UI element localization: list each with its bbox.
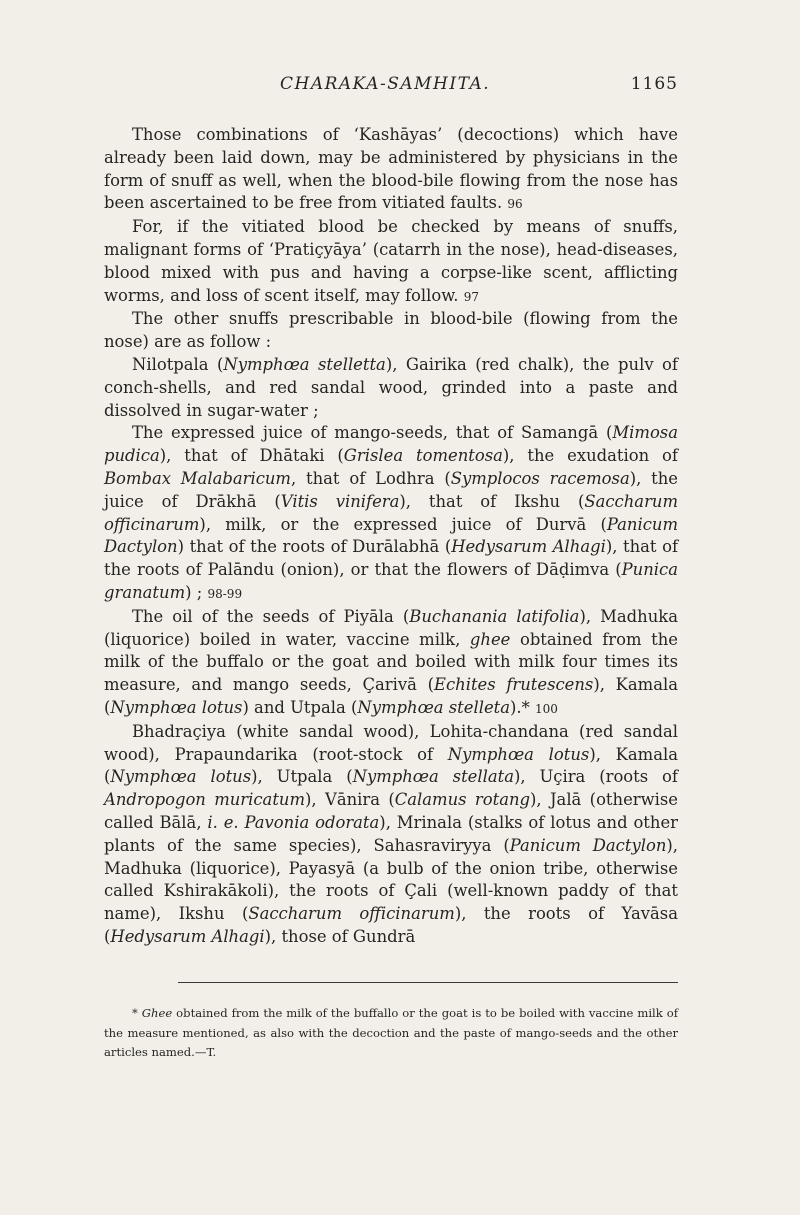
text-run: ), Mrinala (stalks of lotus and other plants of the same species), Sahasraviryya ( <box>104 812 678 855</box>
running-title: CHARAKA-SAMHITA. <box>280 74 491 94</box>
text-run: ), the juice of Drākhā ( <box>104 468 678 511</box>
botanical-name: Nymphœa stellata <box>352 767 514 787</box>
botanical-name: Andropogon muricatum <box>104 790 306 810</box>
botanical-name: Saccharum officinarum <box>104 491 678 534</box>
term: Ghee <box>141 1006 173 1020</box>
text-run: ), the exudation of <box>502 446 678 466</box>
text-run: ) that of the roots of Durālabhā ( <box>177 537 452 557</box>
paragraph-nilotpala <box>104 354 678 422</box>
botanical-name: Grislea tomentosa <box>343 446 503 466</box>
footnote-rule <box>178 982 678 983</box>
footnote <box>104 1004 678 1063</box>
paragraph-text: Those combinations of ‘Kashāyas’ (decoctions) which have already been laid down, may be administered by physicians in the form of snuff as well, when the blood-bile flowing from the nose has been ascertained to be free from vitiated faults. <box>104 125 678 213</box>
text-run: ), those of Gundrā <box>264 926 416 946</box>
text-run: Bhadraçiya (white sandal wood), Lohita-chandana (red sandal wood), Prapaundarika (root-stock of <box>104 721 678 764</box>
term: ghee <box>469 629 511 649</box>
botanical-name: Panicum Dactylon <box>104 514 678 557</box>
text-run: , that of Lodhra ( <box>290 468 451 488</box>
text-run: ), Uçira (roots of <box>513 767 678 787</box>
text-run: Nilotpala ( <box>132 354 224 374</box>
text-run: ), Kamala ( <box>104 744 679 787</box>
botanical-name: Hedysarum Alhagi <box>451 537 606 557</box>
footnote-text: obtained from the milk of the buffallo or the goat is to be boiled with vaccine milk of the measure mentioned, as also with the decoction and the paste of mango-seeds and the other articles named.—T. <box>104 1006 679 1059</box>
text-run: ), Utpala ( <box>251 767 353 787</box>
text-run: ), Vānira ( <box>305 790 395 810</box>
running-head <box>104 74 678 104</box>
botanical-name: Saccharum officinarum <box>248 904 455 924</box>
botanical-name: Calamus rotang <box>394 790 531 810</box>
paragraph-text: The other snuffs prescribable in blood-bile (flowing from the nose) are as follow : <box>104 309 678 352</box>
text-run: ).* <box>510 697 530 717</box>
botanical-name: Nymphœa stelletta <box>223 354 386 374</box>
botanical-name: Punica granatum <box>104 560 678 602</box>
verse-number: 98-99 <box>207 586 243 601</box>
paragraph-bhadraciya <box>104 721 678 949</box>
verse-number: 97 <box>463 289 480 304</box>
paragraph-intro-snuffs <box>104 308 678 354</box>
botanical-name: Nymphœa lotus <box>447 744 590 764</box>
botanical-name: Nymphœa lotus <box>110 767 252 787</box>
botanical-name: Bombax Malabaricum <box>104 468 291 488</box>
page-number: 1165 <box>630 74 678 94</box>
botanical-name: Echites frutescens <box>434 675 594 695</box>
text-run: ), that of Ikshu ( <box>399 491 585 511</box>
botanical-name: Nymphœa stelleta <box>357 697 510 717</box>
paragraph-97 <box>104 216 678 308</box>
text-run: ) and Utpala ( <box>242 697 358 717</box>
botanical-name: Symplocos racemosa <box>450 468 630 488</box>
verse-number: 96 <box>507 197 523 212</box>
text-run: ), that of Dhātaki ( <box>159 446 344 466</box>
botanical-name: i. e. Pavonia odorata <box>207 812 380 832</box>
botanical-name: Buchanania latifolia <box>409 606 580 626</box>
text-run: ), Madhuka (liquorice) boiled in water, vaccine milk, <box>104 606 678 649</box>
text-run: ), that of the roots of Palāndu (onion), or that the flowers of Dāḍimva ( <box>104 537 679 580</box>
botanical-name: Hedysarum Alhagi <box>110 926 265 946</box>
botanical-name: Nymphœa lotus <box>110 697 243 717</box>
text-run: ), Madhuka (liquorice), Payasyā (a bulb of the onion tribe, otherwise called Kshirakākoli), the roots of Çali (well-known paddy of that name), Ikshu ( <box>104 835 678 924</box>
text-run: ), the roots of Yavāsa ( <box>104 904 678 946</box>
paragraph-100 <box>104 606 678 721</box>
text-run: obtained from the milk of the buffalo or the goat and boiled with milk four times its measure, and mango seeds, Çarivā ( <box>104 629 678 695</box>
text-run: ), milk, or the expressed juice of Durvā ( <box>199 514 607 534</box>
footnote-mark: * <box>132 1006 142 1020</box>
text-run: ), Kamala ( <box>104 675 678 717</box>
text-run: The oil of the seeds of Piyāla ( <box>132 606 410 626</box>
paragraph-text: For, if the vitiated blood be checked by means of snuffs, malignant forms of ‘Pratiçyāya’ (catarrh in the nose), head-diseases, blood mixed with pus and having a corpse-like scent, afflicting worms, and loss of scent itself, may follow. <box>104 217 678 305</box>
botanical-name: Mimosa pudica <box>104 423 678 466</box>
botanical-name: Panicum Dactylon <box>509 835 667 855</box>
text-run: The expressed juice of mango-seeds, that of Samangā ( <box>132 423 613 443</box>
body-text <box>104 124 678 949</box>
text-run: ) ; <box>185 582 203 602</box>
botanical-name: Vitis vinifera <box>280 491 400 511</box>
text-run: ), Jalā (otherwise called Bālā, <box>104 790 678 832</box>
paragraph-98-99 <box>104 422 678 605</box>
verse-number: 100 <box>535 701 558 716</box>
paragraph-96 <box>104 124 678 216</box>
text-run: ), Gairika (red chalk), the pulv of conch-shells, and red sandal wood, grinded into a paste and dissolved in sugar-water ; <box>104 354 678 420</box>
